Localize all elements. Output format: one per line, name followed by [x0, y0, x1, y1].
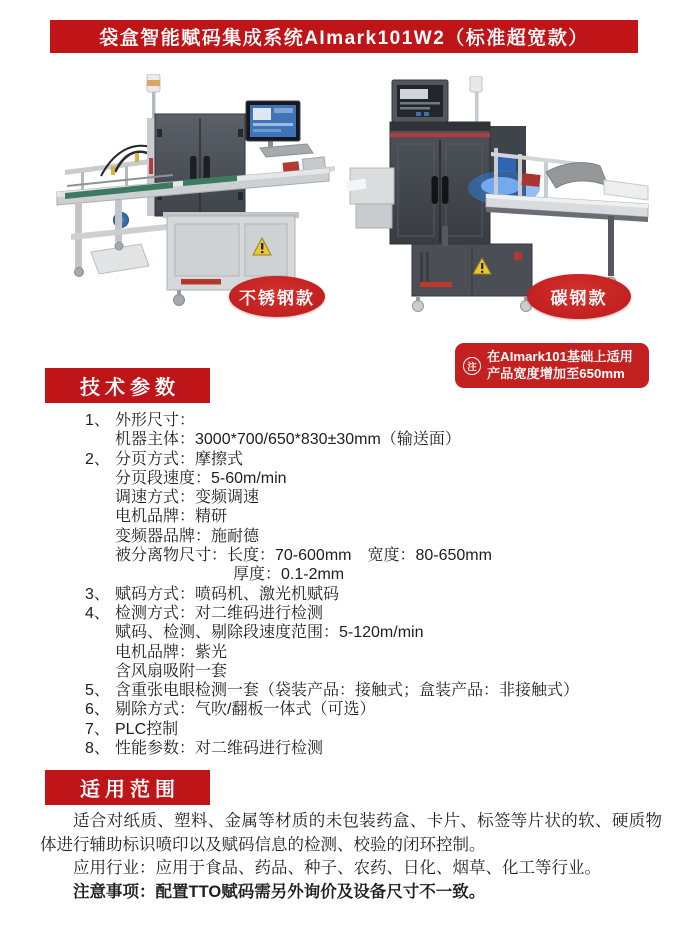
tech-spec-line: 电机品牌：紫光	[115, 643, 228, 661]
application-scope-text	[40, 810, 662, 904]
stainless-variant-label: 不锈钢款	[229, 276, 325, 317]
brand-strip	[420, 282, 452, 287]
note-line1: 在AImark101基础上适用	[487, 349, 633, 364]
scope-paragraph: 适合对纸质、塑料、金属等材质的未包装药盒、卡片、标签等片状的软、硬质物体进行辅助标识喷印以及赋码信息的检测、校验的闭环控制。	[40, 812, 662, 854]
tech-spec-line: 厚度：0.1-2mm	[233, 566, 345, 584]
tech-spec-line: 2、 分页方式：摩擦式	[85, 450, 244, 468]
page-title: 袋盒智能赋码集成系统AImark101W2（标准超宽款）	[99, 28, 589, 49]
machine-base	[412, 244, 532, 296]
carbon-variant-label: 碳钢款	[527, 274, 631, 319]
tech-spec-line: 赋码、检测、剔除段速度范围：5-120m/min	[115, 624, 424, 642]
conveyor	[486, 194, 648, 222]
tech-params-heading: 技术参数	[45, 368, 210, 403]
tech-spec-line: 被分离物尺寸：长度：70-600mm 宽度：80-650mm	[115, 547, 492, 565]
industries-paragraph: 应用行业：应用于食品、药品、种子、农药、日化、烟草、化工等行业。	[73, 859, 601, 877]
tech-spec-line: 调速方式：变频调速	[115, 489, 260, 507]
tech-spec-line: 4、 检测方式：对二维码进行检测	[85, 604, 324, 622]
tech-spec-line: 3、 赋码方式：喷码机、激光机赋码	[85, 585, 340, 603]
control-monitor	[246, 101, 313, 157]
tech-spec-line: 含风扇吸附一套	[115, 662, 228, 680]
tech-spec-line: 1、 外形尺寸：	[85, 412, 196, 429]
tech-spec-line: 机器主体：3000*700/650*830±30mm（输送面）	[115, 431, 461, 449]
outfeed-chute	[546, 163, 608, 188]
brand-strip	[181, 279, 221, 285]
tech-spec-line: 5、 含重张电眼检测一套（袋装产品：接触式；盒装产品：非接触式）	[85, 682, 580, 700]
tech-spec-line: 变频器品牌：施耐德	[115, 527, 260, 545]
tech-params-list	[40, 411, 670, 758]
tech-spec-line: 7、 PLC控制	[85, 720, 179, 738]
machine-cabinet	[147, 114, 245, 216]
width-note-badge	[455, 343, 649, 388]
note-icon: 注	[463, 357, 481, 375]
note-line2: 产品宽度增加至650mm	[487, 365, 625, 381]
notice-paragraph: 注意事项：配置TTO赋码需另外询价及设备尺寸不一致。	[73, 882, 486, 901]
application-scope-heading: 适用范围	[45, 770, 210, 805]
tech-spec-line: 8、 性能参数：对二维码进行检测	[85, 740, 324, 758]
tech-spec-line: 6、 剔除方式：气吹/翻板一体式（可选）	[85, 701, 376, 719]
page-title-banner	[50, 20, 638, 53]
signal-lamp-icon	[470, 76, 482, 124]
tech-spec-line: 电机品牌：精研	[115, 508, 228, 526]
tech-spec-line: 分页段速度：5-60m/min	[115, 469, 287, 487]
